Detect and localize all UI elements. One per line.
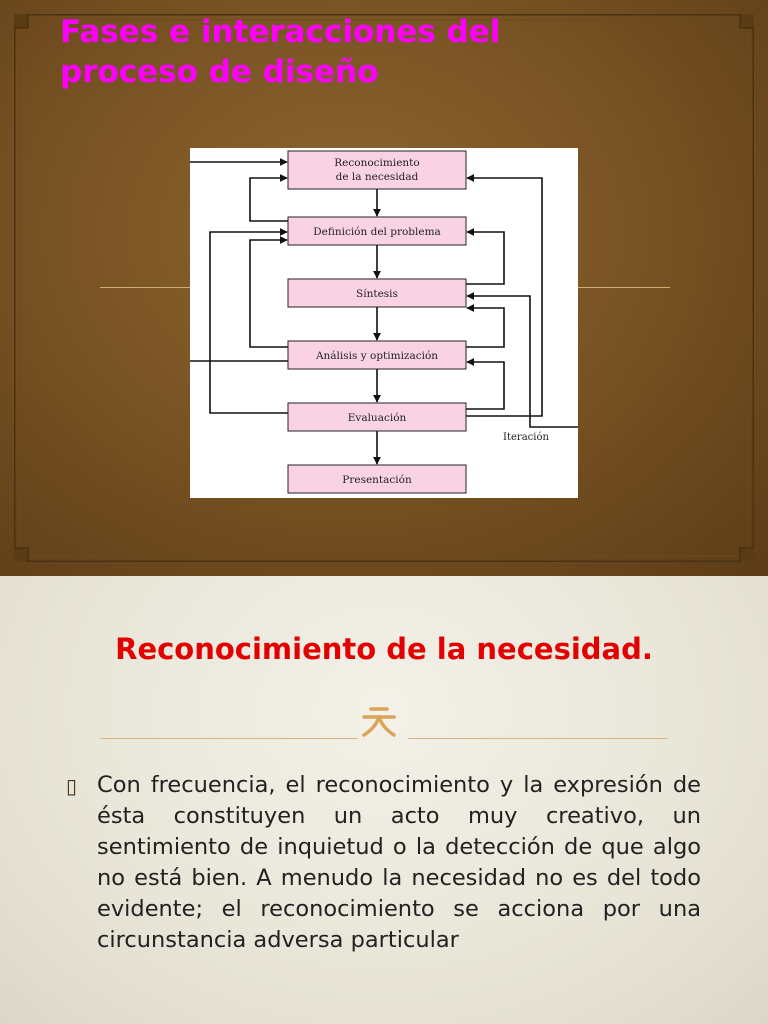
slide-2-title: Reconocimiento de la necesidad. — [115, 632, 653, 666]
left-loop-3 — [210, 232, 288, 413]
box-evaluation-label: Evaluación — [347, 412, 407, 424]
ornament-line-left — [100, 738, 358, 739]
right-loop-1 — [466, 232, 504, 284]
body-paragraph: Con frecuencia, el reconocimiento y la expresión de ésta constituyen un acto muy creativo, un sentimiento de inquietud o la detección de que algo no está bien. A menudo la necesidad no es del todo evidente; el reconocimiento se acciona por una circunstancia adversa particular — [97, 772, 701, 953]
box-presentation-label: Presentación — [342, 474, 412, 486]
box-recognition-line-1: Reconocimiento — [334, 157, 420, 169]
ornament-line-right — [408, 738, 668, 739]
divider-right — [578, 287, 670, 288]
right-loop-2 — [466, 308, 504, 347]
divider-left — [100, 287, 192, 288]
right-loop-3 — [466, 362, 504, 409]
title-line-2: proceso de diseño — [60, 54, 379, 90]
ornament-icon — [359, 704, 399, 740]
title-line-1: Fases e interacciones del — [60, 14, 501, 50]
design-process-diagram — [190, 148, 578, 498]
box-recognition-line-2: de la necesidad — [335, 171, 419, 183]
box-analysis-label: Análisis y optimización — [315, 350, 439, 362]
iteration-label: Iteración — [503, 432, 549, 443]
box-definition-label: Definición del problema — [313, 226, 441, 238]
left-loop-1 — [250, 178, 288, 221]
slide-2 — [0, 576, 768, 1024]
box-synthesis-label: Síntesis — [356, 288, 398, 300]
left-loop-2 — [250, 240, 288, 347]
slide-title — [60, 12, 700, 92]
bullet-icon: ▯ — [66, 774, 78, 798]
